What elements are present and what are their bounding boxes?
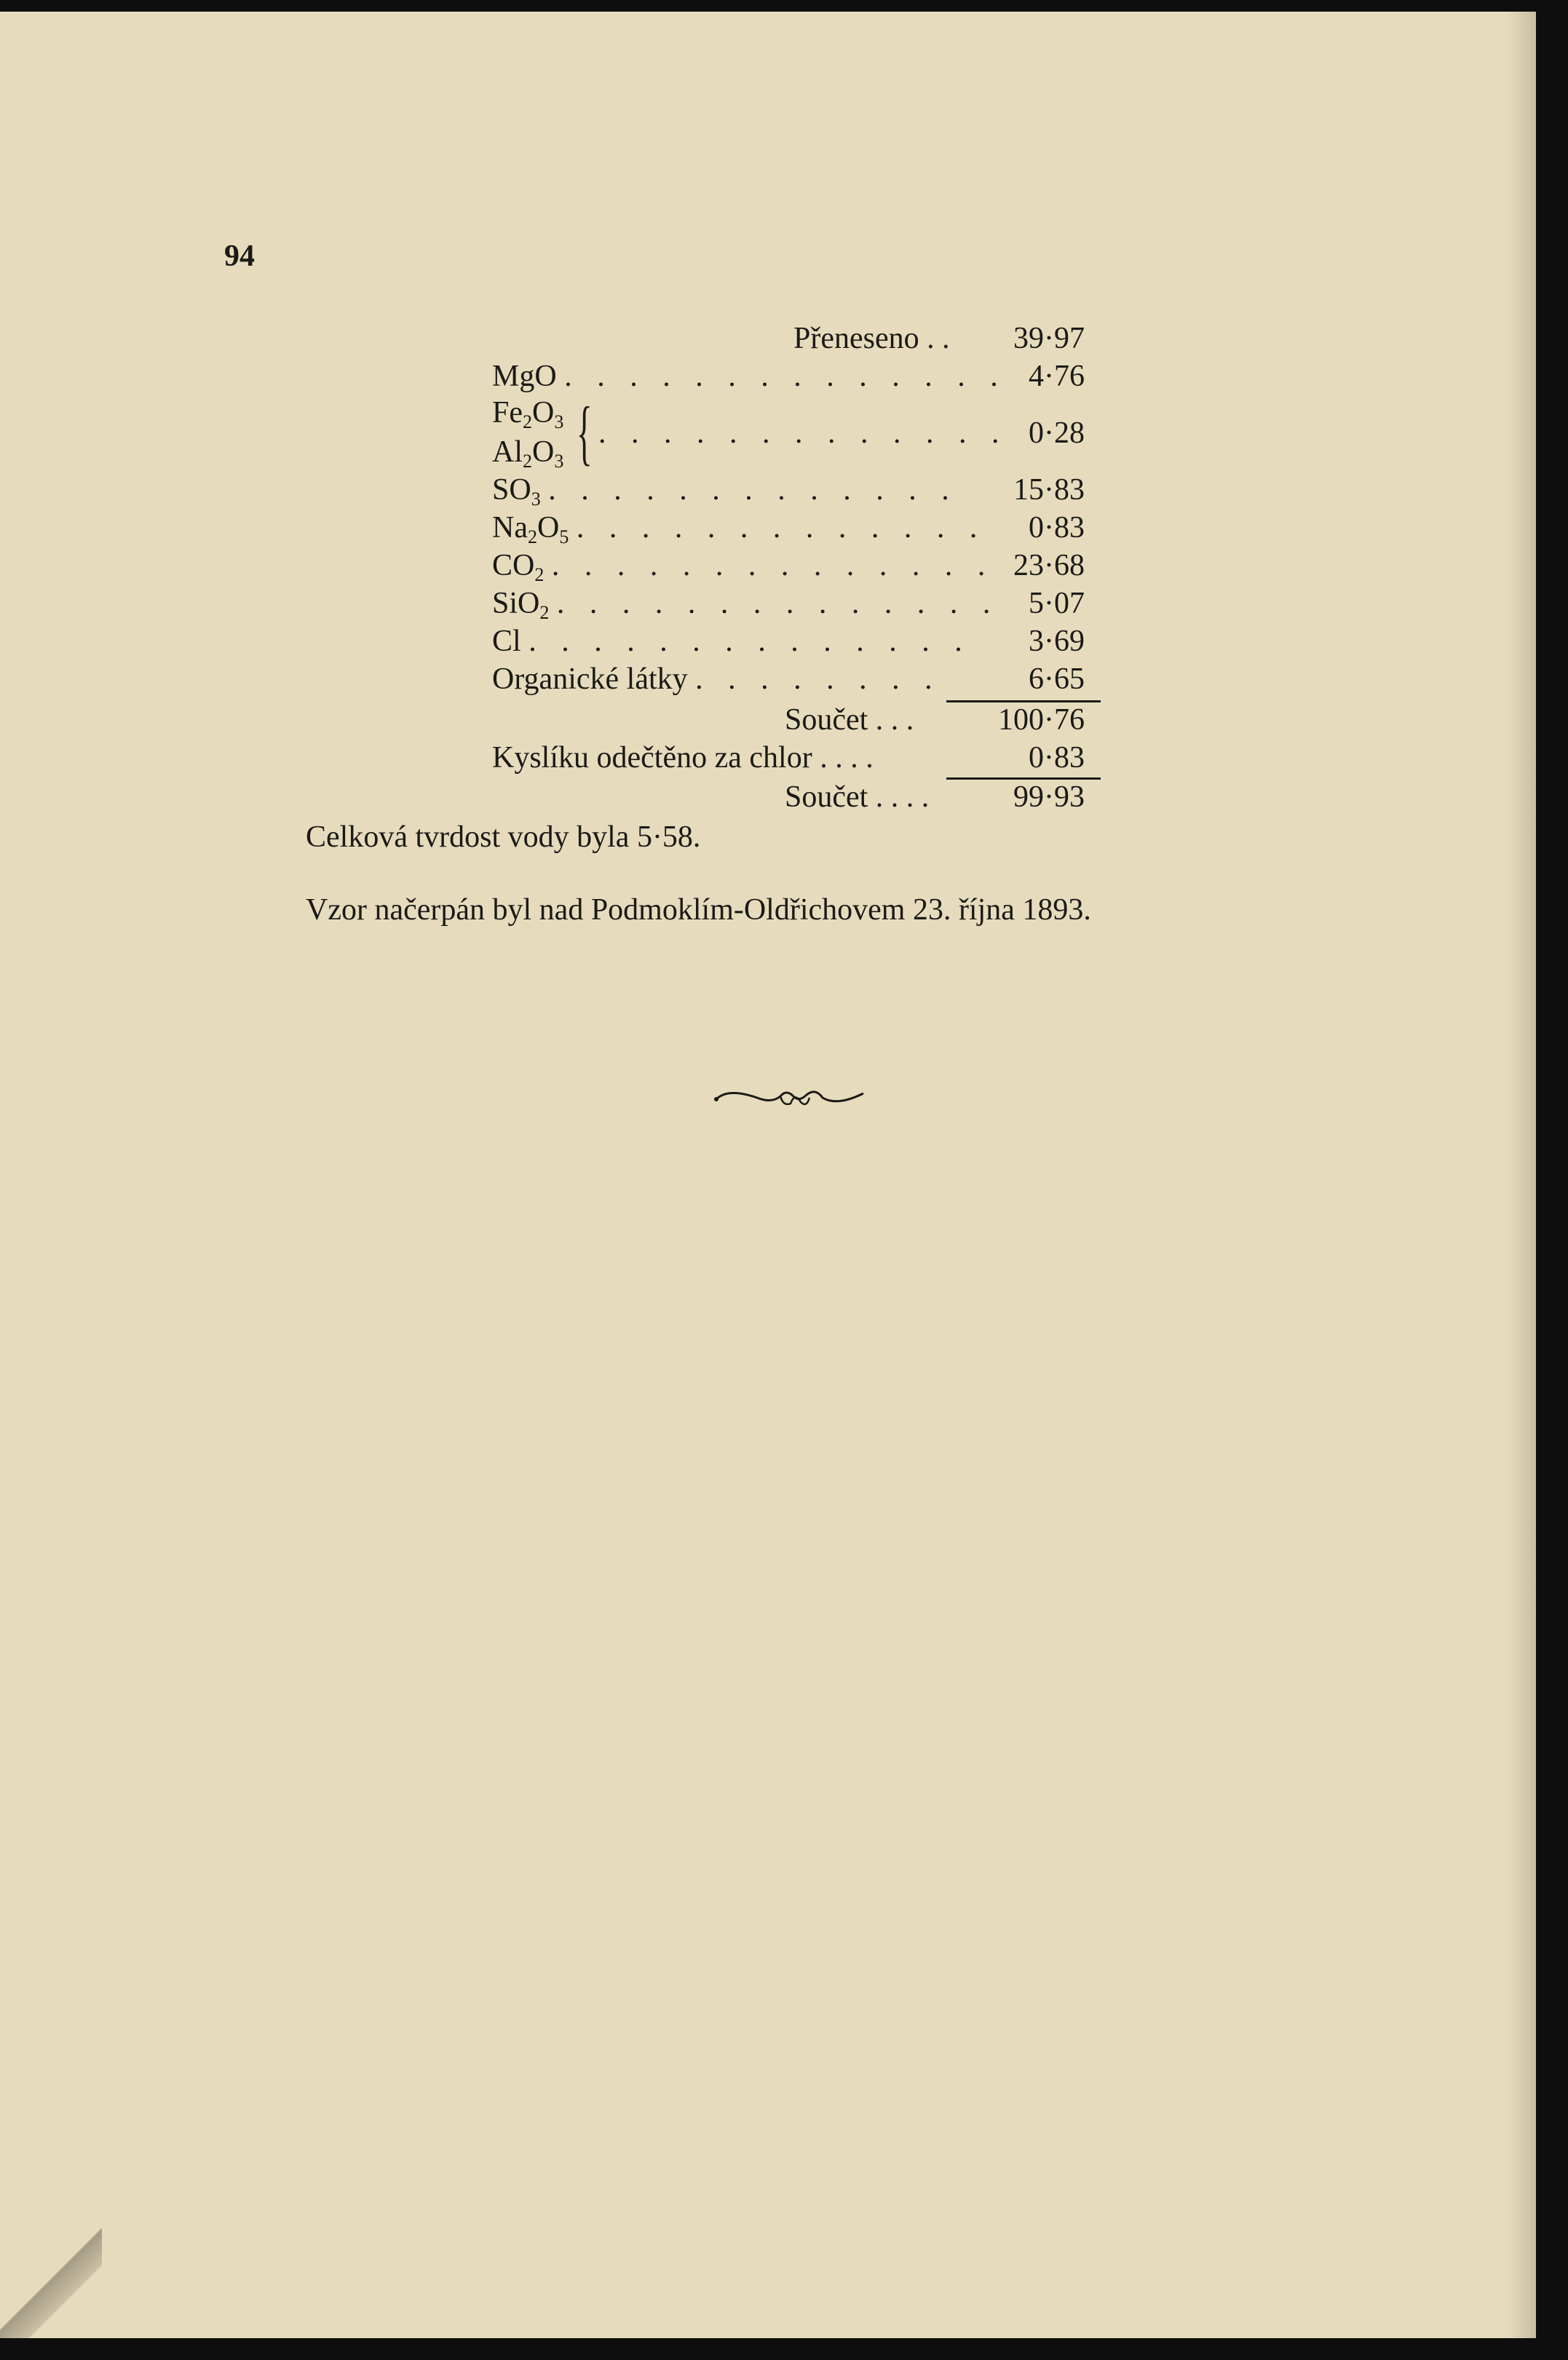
sum2-value: 99·93	[1013, 780, 1085, 814]
row-value-na2o5: 0·83	[1029, 511, 1085, 545]
row-fe2o3-label: $Fe_2O_3$	[492, 396, 564, 432]
row-label: MgO	[492, 360, 557, 393]
ornament-flourish-icon	[713, 1077, 866, 1114]
row-dots: . . . . . . . . . . . . .	[598, 416, 1008, 450]
hardness-text: Celková tvrdost vody byla 5·58.	[306, 820, 701, 854]
document-page	[0, 12, 1536, 2338]
row-al2o3-label: $Al_2O_3$	[492, 435, 564, 472]
row-mgo	[492, 361, 1007, 392]
brace-symbol: {	[577, 392, 593, 472]
row-sio2: SiO$_2$ . . . . . . . . . . . . . .	[492, 587, 999, 623]
carried-over-value: 39·97	[1013, 322, 1085, 355]
sample-text: Vzor načerpán byl nad Podmoklím-Oldřichovem 23. října 1893.	[306, 893, 1091, 927]
row-so3: $SO_3$ . . . . . . . . . . . . .	[492, 473, 958, 510]
row-co2: $CO_2$ . . . . . . . . . . . . . .	[492, 549, 994, 585]
page-corner-fold	[0, 2193, 102, 2338]
oxygen-label: Kyslíku odečtěno za chlor . . . .	[492, 741, 874, 775]
row-value-fe2o3-al2o3: 0·28	[1029, 416, 1085, 450]
row-cl: Cl . . . . . . . . . . . . . .	[492, 625, 971, 658]
row-value-so3: 15·83	[1013, 473, 1085, 507]
row-na2o5: $Na_2O_5$ . . . . . . . . . . . . .	[492, 511, 986, 547]
sum1-label: Součet . . .	[785, 703, 914, 737]
sum-rule-1	[946, 700, 1101, 702]
oxygen-value: 0·83	[1029, 741, 1085, 775]
carried-over-label: Přeneseno . .	[793, 322, 950, 355]
row-value-sio2: 5·07	[1029, 587, 1085, 620]
row-value-mgo: 4·76	[1029, 360, 1085, 393]
row-value-cl: 3·69	[1029, 625, 1085, 658]
row-value-co2: 23·68	[1013, 549, 1085, 582]
row-value-organic: 6·65	[1029, 662, 1085, 696]
row-dots: . . . . . . . . . . . . . .	[564, 360, 1007, 393]
page-number: 94	[224, 239, 255, 273]
row-organic: Organické látky . . . . . . . .	[492, 662, 941, 696]
sum2-label: Součet . . . .	[785, 780, 930, 814]
sum-rule-2	[946, 777, 1101, 780]
sum1-value: 100·76	[998, 703, 1085, 737]
